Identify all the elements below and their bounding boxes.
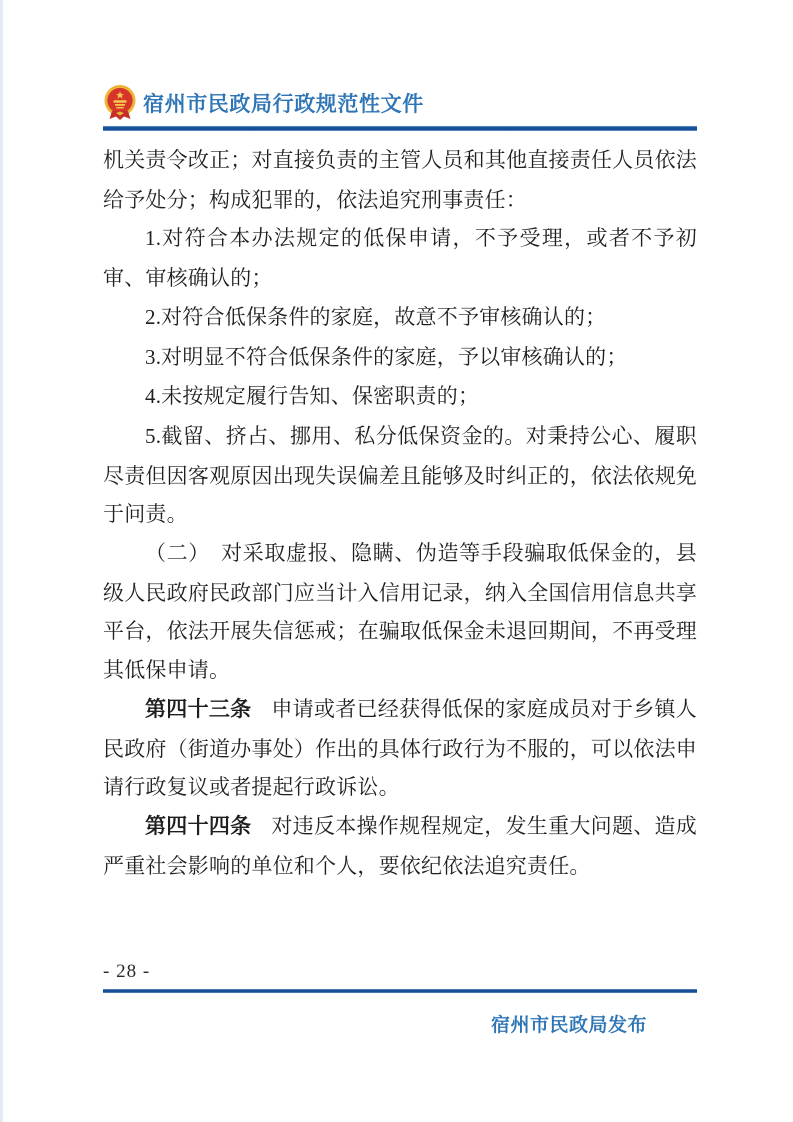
body-paragraph bbox=[103, 417, 697, 534]
paragraph-text: 机关责令改正；对直接负责的主管人员和其他直接责任人员依法给予处分；构成犯罪的，依法追究刑事责任： bbox=[103, 148, 697, 212]
publisher-line: 宿州市民政局发布 bbox=[490, 1015, 647, 1037]
paragraph-text: 申请或者已经获得低保的家庭成员对于乡镇人民政府（街道办事处）作出的具体行政行为不服的，可以依法申请行政复议或者提起行政诉讼。 bbox=[103, 696, 698, 800]
header-rule bbox=[103, 126, 697, 131]
page-left-edge bbox=[0, 0, 3, 1122]
body-paragraph bbox=[103, 298, 697, 338]
footer-rule bbox=[103, 989, 697, 993]
header-title: 宿州市民政局行政规范性文件 bbox=[143, 93, 424, 116]
article-number: 第四十三条 bbox=[145, 697, 252, 721]
body-paragraph bbox=[103, 534, 697, 690]
paragraph-text: 5.截留、挤占、挪用、私分低保资金的。对秉持公心、履职尽责但因客观原因出现失误偏差且能够及时纠正的，依法依规免于问责。 bbox=[103, 423, 697, 527]
body-paragraph bbox=[103, 141, 697, 219]
china-national-emblem-icon bbox=[103, 84, 137, 122]
paragraph-text: 2.对符合低保条件的家庭，故意不予审核确认的； bbox=[145, 304, 607, 329]
paragraph-text: 3.对明显不符合低保条件的家庭，予以审核确认的； bbox=[145, 344, 628, 369]
page-content bbox=[103, 0, 697, 1037]
body-paragraph bbox=[103, 219, 697, 297]
body-paragraph bbox=[103, 690, 697, 807]
document-header bbox=[103, 84, 697, 122]
paragraph-text: （二） 对采取虚报、隐瞒、伪造等手段骗取低保金的，县级人民政府民政部门应当计入信用记录，纳入全国信用信息共享平台，依法开展失信惩戒；在骗取低保金未退回期间，不再受理其低保申请。 bbox=[103, 541, 697, 683]
page-number: - 28 - bbox=[103, 961, 151, 983]
article-number: 第四十四条 bbox=[145, 814, 252, 838]
body-paragraph bbox=[103, 338, 697, 378]
paragraph-text: 1.对符合本办法规定的低保申请，不予受理，或者不予初审、审核确认的； bbox=[103, 226, 697, 291]
paragraph-text: 对违反本操作规程规定，发生重大问题、造成严重社会影响的单位和个人，要依纪依法追究责任。 bbox=[103, 813, 698, 878]
paragraph-text: 4.未按规定履行告知、保密职责的； bbox=[145, 384, 480, 409]
document-body bbox=[103, 141, 697, 885]
body-paragraph bbox=[103, 807, 697, 885]
body-paragraph bbox=[103, 377, 697, 417]
